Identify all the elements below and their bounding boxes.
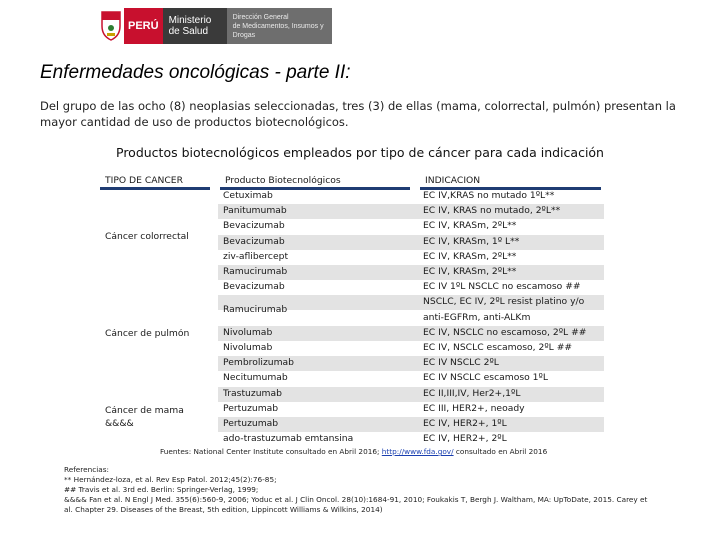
indication-cell: anti-EGFRm, anti-ALKm <box>423 312 531 323</box>
sources-link[interactable]: http://www.fda.gov/ <box>381 447 454 456</box>
direction-line-2: de Medicamentos, Insumos y Drogas <box>232 22 324 39</box>
indication-cell: EC IV, HER2+, 1ºL <box>423 419 507 429</box>
page-title: Enfermedades oncológicas - parte II: <box>40 62 351 83</box>
indication-cell: EC III, HER2+, neoady <box>423 403 525 414</box>
header-rule <box>100 187 210 190</box>
product-cell: Pembrolizumab <box>223 358 295 369</box>
indication-cell: EC IV 1ºL NSCLC no escamoso ## <box>423 282 581 293</box>
product-cell: Pertuzumab <box>223 403 279 414</box>
reference-item: al. Chapter 29. Diseases of the Breast, 5th edition, Lippincott Williams & Wilkins, 2014) <box>64 505 383 514</box>
indication-cell: EC IV NSCLC 2ºL <box>423 358 499 369</box>
product-cell: Pertuzumab <box>223 419 279 429</box>
product-cell: Ramucirumab <box>223 305 288 315</box>
header-rule <box>420 187 601 190</box>
product-cell: ado-trastuzumab emtansina <box>223 434 354 445</box>
product-cell: Ramucirumab <box>223 267 288 277</box>
product-cell: Bevacizumab <box>223 236 285 247</box>
peru-label: PERÚ <box>124 8 163 44</box>
products-table <box>100 176 606 445</box>
sources-line <box>160 447 547 456</box>
indication-cell: EC IV, KRASm, 2ºL** <box>423 251 517 262</box>
sources-suffix: consultado en Abril 2016 <box>455 447 548 456</box>
indication-cell: EC IV, KRASm, 2ºL** <box>423 267 517 277</box>
indication-cell: NSCLC, EC IV, 2ºL resist platino y/o <box>423 297 585 308</box>
product-cell: Nivolumab <box>223 327 273 338</box>
reference-item: ** Hernández-loza, et al. Rev Esp Patol. 2012;45(2):76-85; <box>64 475 277 484</box>
product-cell: Panitumumab <box>223 206 287 217</box>
cancer-type-mama-note: &&&& <box>105 419 134 429</box>
direction-name <box>227 8 332 44</box>
column-header: INDICACION <box>425 176 481 186</box>
reference-item: ## Travis et al. 3rd ed. Berlin: Springer-Verlag, 1999; <box>64 485 259 494</box>
column-header: TIPO DE CANCER <box>105 176 183 186</box>
product-cell: Bevacizumab <box>223 221 285 232</box>
indication-cell: EC IV, NSCLC no escamoso, 2ºL ## <box>423 327 587 338</box>
ministry-line-2: de Salud <box>168 26 209 37</box>
indication-cell: EC II,III,IV, Her2+,1ºL <box>423 388 521 399</box>
product-cell: Nivolumab <box>223 343 273 353</box>
references-heading: Referencias: <box>64 465 110 474</box>
product-cell: Trastuzumab <box>223 388 282 399</box>
coat-of-arms-icon <box>100 8 122 42</box>
indication-cell: EC IV NSCLC escamoso 1ºL <box>423 373 548 384</box>
intro-paragraph: Del grupo de las ocho (8) neoplasias seleccionadas, tres (3) de ellas (mama, colorrectal, pulmón) presentan la mayor cantidad de uso de productos biotecnológicos. <box>40 99 676 129</box>
cancer-type-pulmon: Cáncer de pulmón <box>105 329 190 339</box>
sources-prefix: Fuentes: National Center Institute consultado en Abril 2016; <box>160 447 380 456</box>
product-cell: Necitumumab <box>223 373 288 384</box>
reference-item: &&&& Fan et al. N Engl J Med. 355(6):560-9, 2006; Yoduc et al. J Clin Oncol. 28(10):1684-91, 2010; Foukakis T, Bergh J. Waltham, MA: UpToDate, 2015. Carey et <box>64 495 648 504</box>
product-cell: ziv-aflibercept <box>223 251 289 262</box>
ministry-line-1: Ministerio <box>168 15 212 26</box>
indication-cell: EC IV, HER2+, 2ºL <box>423 434 507 445</box>
header-rule <box>220 187 410 190</box>
indication-cell: EC IV, KRASm, 1º L** <box>423 236 520 247</box>
ministry-logo <box>100 8 332 44</box>
column-header: Producto Biotecnológicos <box>225 176 341 186</box>
product-cell: Bevacizumab <box>223 282 285 293</box>
indication-cell: EC IV, KRASm, 2ºL** <box>423 221 517 232</box>
cancer-type-colorrectal: Cáncer colorrectal <box>105 232 189 242</box>
indication-cell: EC IV, KRAS no mutado, 2ºL** <box>423 206 561 217</box>
cancer-type-mama: Cáncer de mama <box>105 406 184 416</box>
indication-cell: EC IV,KRAS no mutado 1ºL** <box>423 191 555 201</box>
table-caption: Productos biotecnológicos empleados por tipo de cáncer para cada indicación <box>116 145 604 160</box>
ministry-name <box>163 8 227 44</box>
direction-line-1: Dirección General <box>232 13 289 21</box>
product-cell: Cetuximab <box>223 191 273 201</box>
indication-cell: EC IV, NSCLC escamoso, 2ºL ## <box>423 343 573 353</box>
references <box>64 465 694 515</box>
